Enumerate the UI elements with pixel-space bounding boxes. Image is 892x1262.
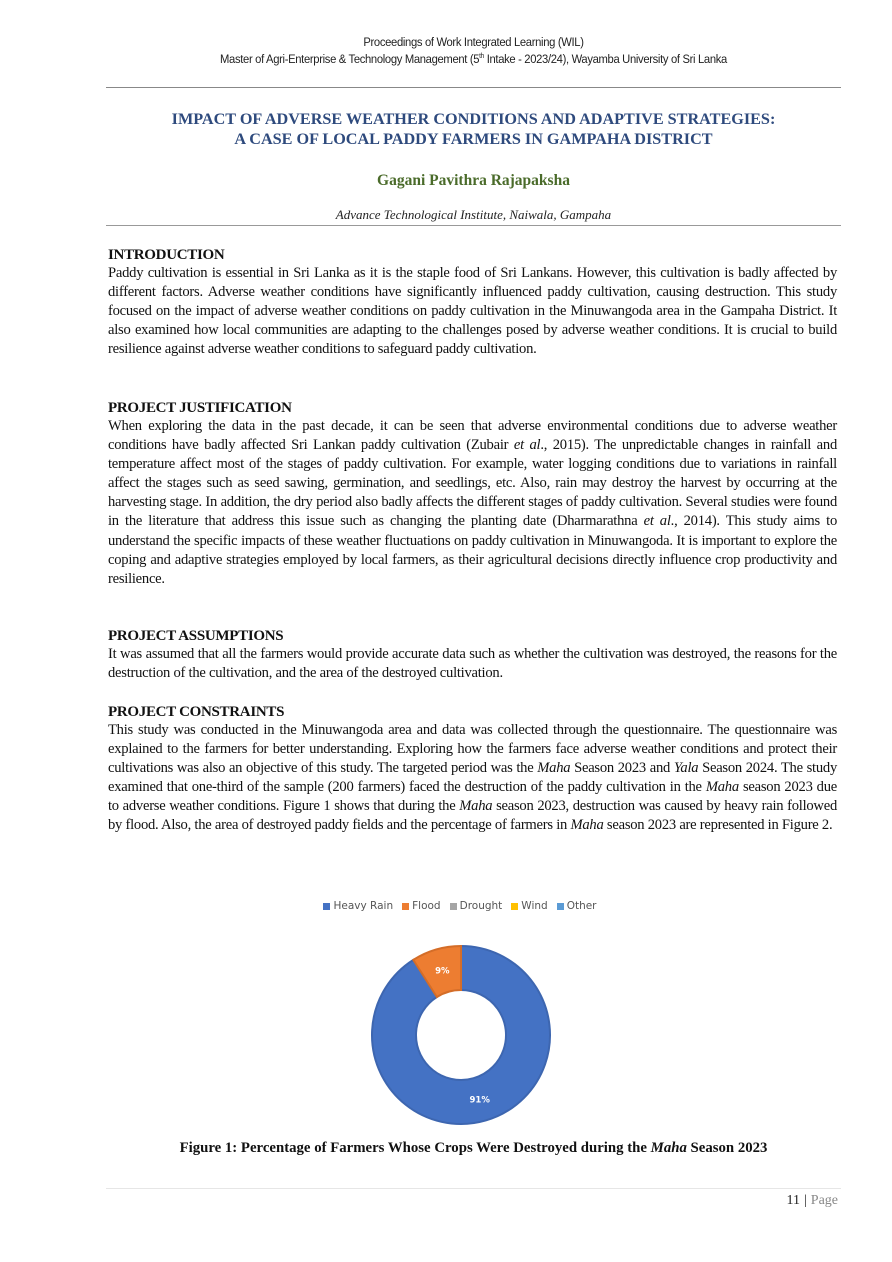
affiliation: Advance Technological Institute, Naiwala, Gampaha: [335, 207, 612, 222]
caption-italic: Maha: [650, 1140, 687, 1156]
italic-term: Maha: [459, 798, 493, 815]
page-number-value: 11: [786, 1193, 800, 1208]
legend-swatch: [323, 903, 330, 910]
body-text: season 2023 are represented in Figure 2.: [603, 817, 833, 834]
section-body: It was assumed that all the farmers would provide accurate data such as whether the cultivation was destroyed, the reasons for the destruction of the cultivation, and the area of the destroyed cultivation.: [108, 646, 837, 682]
legend-label: Wind: [521, 900, 548, 912]
body-text: When exploring the data in the past decade, it can be seen that adverse environmental conditions due to adverse weather conditions have badly affected Sri Lankan paddy cultivation (Zubair: [108, 418, 837, 454]
page-separator: |: [803, 1193, 807, 1208]
italic-term: Maha: [705, 779, 739, 796]
author-name: Gagani Pavithra Rajapaksha: [377, 172, 570, 189]
legend-item: [323, 900, 393, 912]
legend-swatch: [402, 903, 409, 910]
figure-caption: [106, 1140, 841, 1157]
donut-chart: [370, 944, 552, 1126]
data-label: 9%: [435, 966, 450, 977]
legend-label: Heavy Rain: [333, 900, 394, 912]
citation-etal: et al: [513, 437, 541, 454]
section-justification: [108, 399, 837, 589]
body-text: Season 2024. The study examined that one-third of the sample (200 farmers) faced the destruction of the paddy cultivation in the: [108, 760, 837, 796]
body-text: ., 2014). This study aims to understand the specific impacts of these weather fluctuations on paddy cultivation in Minuwangoda. It is important to explore the coping and adaptive strategies employed by local farmers, as their agricultural decisions directly influence crop productivity and resilience.: [108, 513, 837, 587]
section-constraints: [108, 703, 837, 836]
section-heading: PROJECT ASSUMPTIONS: [108, 628, 284, 644]
title-line-2: A CASE OF LOCAL PADDY FARMERS IN GAMPAHA DISTRICT: [234, 130, 713, 148]
legend-label: Flood: [412, 900, 441, 912]
donut-group: [372, 946, 550, 1124]
legend-swatch: [557, 903, 564, 910]
italic-term: Yala: [673, 760, 699, 777]
body-text: season 2023 due to adverse weather conditions. Figure 1 shows that during the: [108, 779, 837, 815]
chart-legend: [300, 900, 620, 912]
body-text: Season 2023 and: [570, 760, 674, 777]
body-text: This study was conducted in the Minuwangoda area and data was collected through the questionnaire. The questionnaire was explained to the farmers for better understanding. Exploring how the farmers face adverse weather conditions and protect their cultivations was also an objective of this study. The targeted period was the: [108, 722, 837, 777]
legend-item: [402, 900, 440, 912]
section-heading: INTRODUCTION: [108, 247, 225, 263]
italic-term: Maha: [570, 817, 604, 834]
section-body: [108, 721, 837, 836]
header-rule: [106, 87, 841, 88]
section-body: [108, 417, 837, 589]
legend-label: Drought: [459, 900, 503, 912]
legend-item: [557, 900, 597, 912]
footer-rule: [106, 1188, 841, 1189]
legend-swatch: [511, 903, 518, 910]
page-number: [786, 1193, 838, 1209]
header-superscript: th: [479, 52, 484, 60]
running-header-line2: [135, 52, 811, 66]
body-text: season 2023, destruction was caused by heavy rain followed by flood. Also, the area of destroyed paddy fields and the percentage of farmers in: [108, 798, 837, 834]
legend-label: Other: [566, 900, 597, 912]
data-label: 91%: [469, 1095, 490, 1106]
legend-item: [511, 900, 547, 912]
italic-term: Maha: [537, 760, 571, 777]
body-text: ., 2015). The unpredictable changes in rainfall and temperature affect most of the stages of paddy cultivation. For example, water logging conditions due to variations in rainfall affect the stages such as seed sawing, germination, and seedlings, etc. Also, rain may destroy the harvest by occurring at the harvesting stage. In addition, the dry period also badly affects the different stages of paddy cultivation. Several studies were found in the literature that address this issue such as changing the planting date (Dharmarathna: [108, 437, 837, 530]
affiliation-rule: [106, 225, 841, 226]
legend-swatch: [450, 903, 457, 910]
section-assumptions: [108, 627, 837, 683]
header-text-a: Master of Agri-Enterprise & Technology Management (5: [220, 52, 480, 66]
title-line-1: IMPACT OF ADVERSE WEATHER CONDITIONS AND ADAPTIVE STRATEGIES:: [171, 110, 776, 128]
section-introduction: [108, 246, 837, 359]
header-text-b: Intake - 2023/24), Wayamba University of Sri Lanka: [483, 52, 727, 66]
section-body: Paddy cultivation is essential in Sri Lanka as it is the staple food of Sri Lankans. However, this cultivation is badly affected by different factors. Adverse weather conditions have significantly influenced paddy cultivation, causing destruction. This study focused on the impact of adverse weather conditions on paddy cultivation in the Minuwangoda area in the Gampaha District. It also examined how local communities are adapting to the challenges posed by adverse weather conditions. It is crucial to build resilience against adverse weather conditions to safeguard paddy cultivation.: [108, 265, 837, 358]
section-heading: PROJECT JUSTIFICATION: [108, 400, 292, 416]
citation-etal: et al: [643, 513, 671, 530]
paper-title: [106, 109, 841, 149]
section-heading: PROJECT CONSTRAINTS: [108, 704, 285, 720]
caption-text: Season 2023: [686, 1140, 768, 1156]
legend-item: [450, 900, 503, 912]
page-word: Page: [810, 1193, 838, 1208]
running-header-line1: Proceedings of Work Integrated Learning (WIL): [363, 35, 584, 49]
caption-text: Figure 1: Percentage of Farmers Whose Crops Were Destroyed during the: [179, 1140, 651, 1156]
